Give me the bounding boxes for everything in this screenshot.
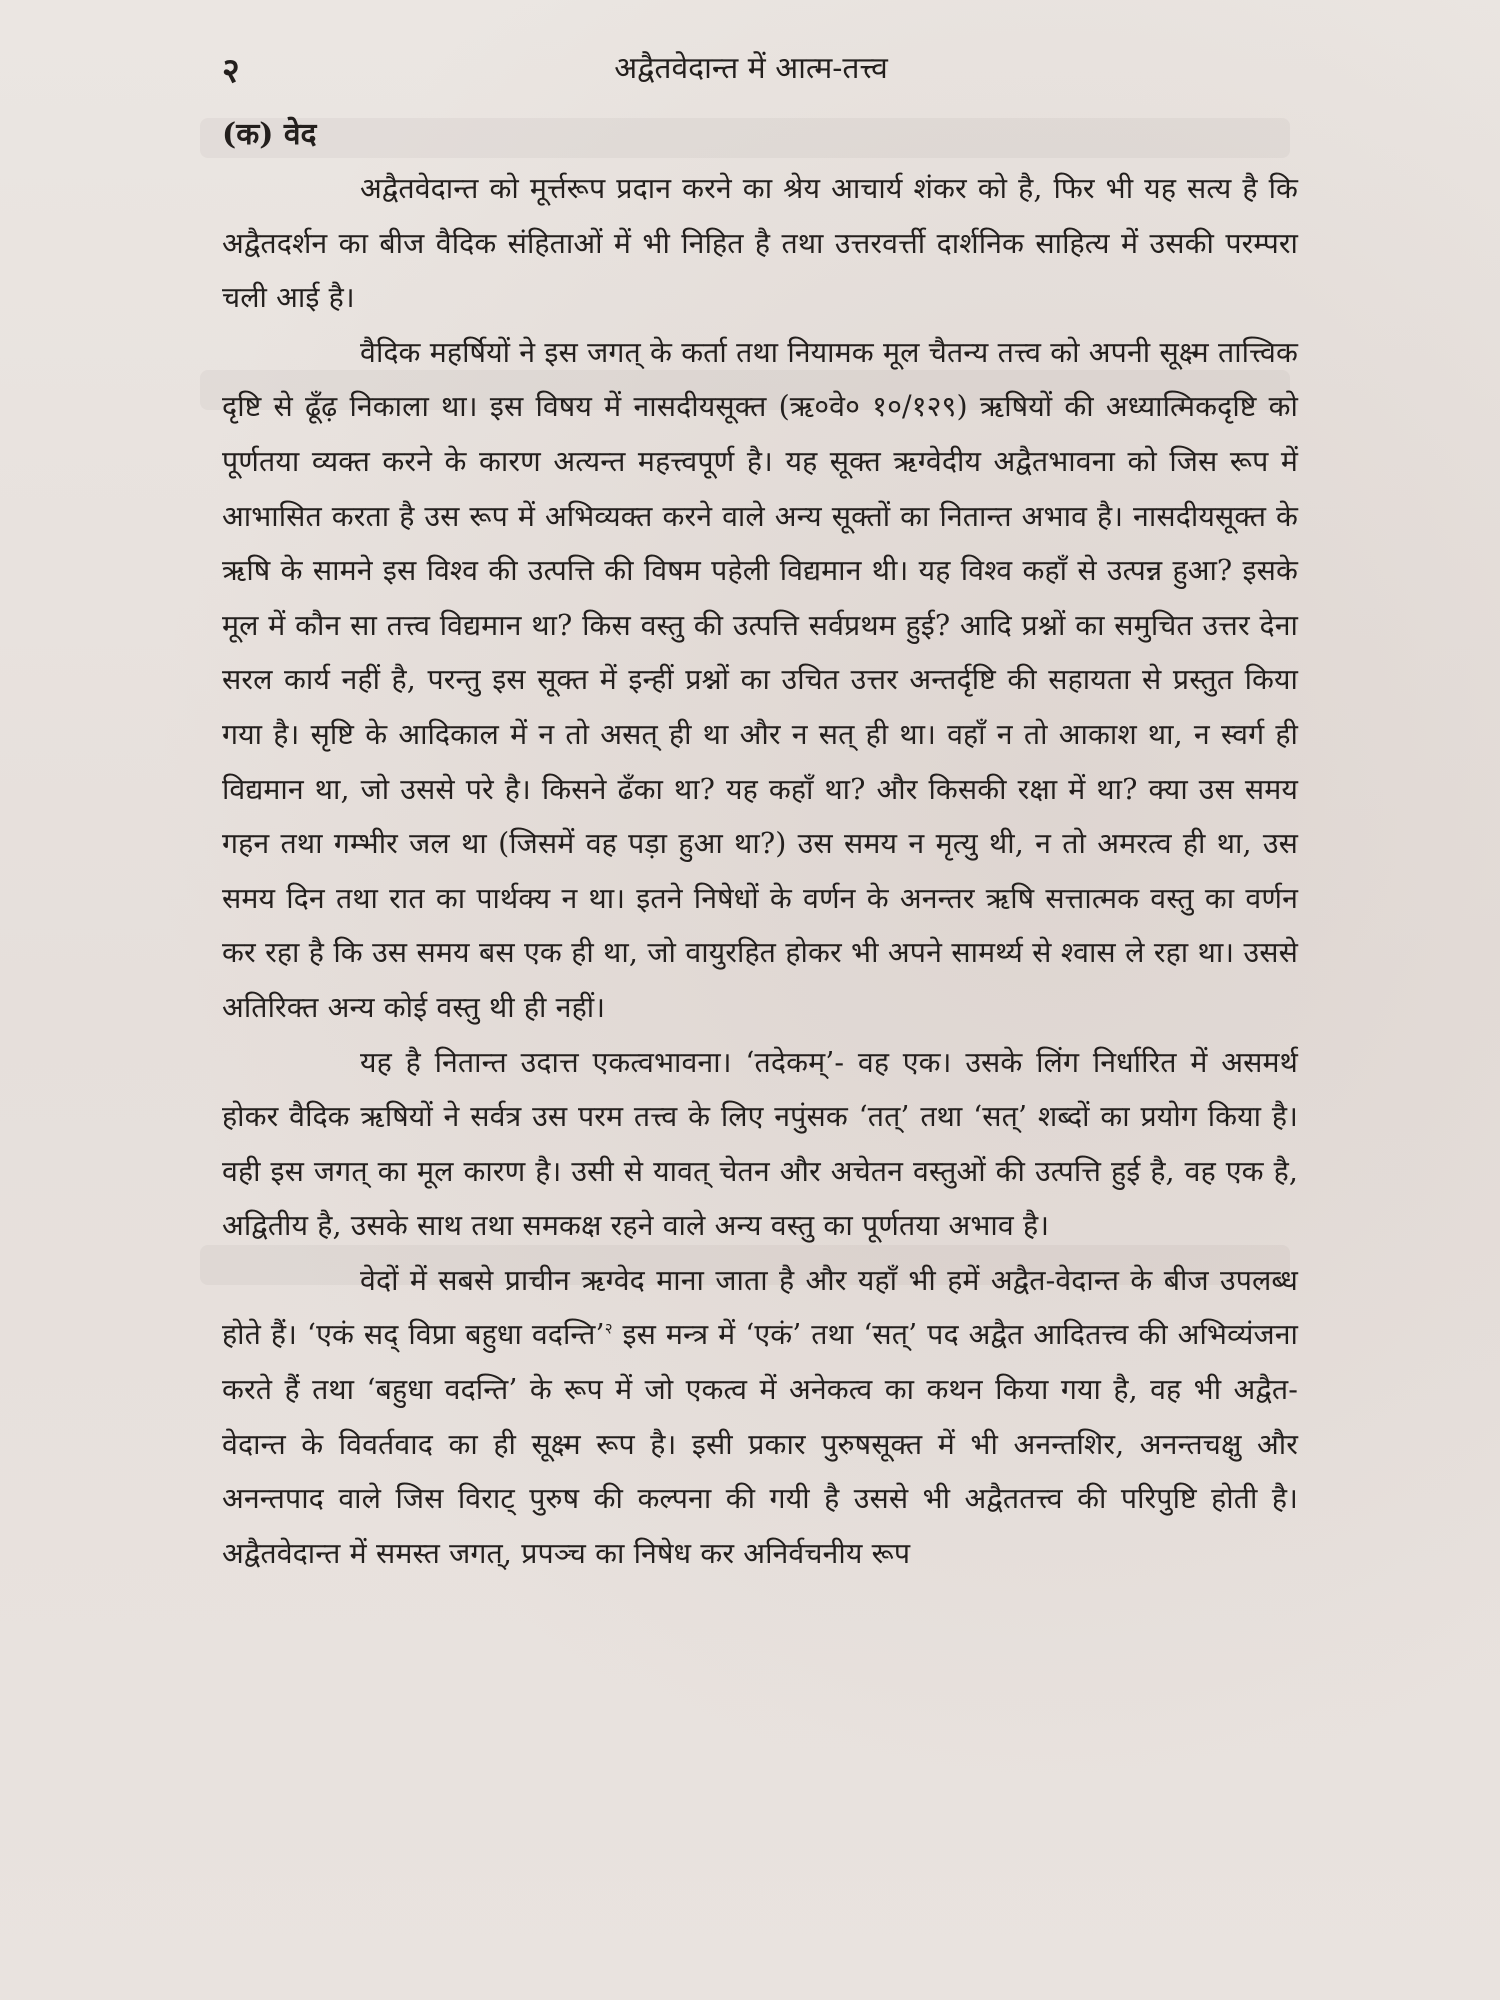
show-through-shadow (200, 118, 1290, 158)
page-number: २ (222, 51, 240, 91)
paragraph-4-text-after-footnote: इस मन्त्र में ‘एकं’ तथा ‘सत्’ पद अद्वैत आदितत्त्व की अभिव्यंजना करते हैं तथा ‘बहुधा वदन्ति’ के रूप में जो एकत्व में अनेकत्व का कथन किया गया है, वह भी अद्वैत-वेदान्त के विवर्तवाद का ही सूक्ष्म रूप है। इसी प्रकार पुरुषसूक्त में भी अनन्तशिर, अनन्तचक्षु और अनन्तपाद वाले जिस विराट् पुरुष की कल्पना की गयी है उससे भी अद्वैततत्त्व की परिपुष्टि होती है। अद्वैतवेदान्त में समस्त जगत्, प्रपञ्च का निषेध कर अनिर्वचनीय रूप (222, 1318, 1298, 1570)
section-heading: (क) वेद (222, 117, 317, 152)
body-text (222, 162, 1298, 1581)
paragraph-3: यह है नितान्त उदात्त एकत्वभावना। ‘तदेकम्’- वह एक। उसके लिंग निर्धारित में असमर्थ होकर वैदिक ऋषियों ने सर्वत्र उस परम तत्त्व के लिए नपुंसक ‘तत्’ तथा ‘सत्’ शब्दों का प्रयोग किया है। वही इस जगत् का मूल कारण है। उसी से यावत् चेतन और अचेतन वस्तुओं की उत्पत्ति हुई है, वह एक है, अद्वितीय है, उसके साथ तथा समकक्ष रहने वाले अन्य वस्तु का पूर्णतया अभाव है। (222, 1045, 1298, 1243)
paragraph-4-text-before-footnote: वेदों में सबसे प्राचीन ऋग्वेद माना जाता है और यहाँ भी हमें अद्वैत-वेदान्त के बीज उपलब्ध होते हैं। ‘एकं सद् विप्रा बहुधा वदन्ति’ (222, 1263, 1298, 1352)
paragraph-2: वैदिक महर्षियों ने इस जगत् के कर्ता तथा नियामक मूल चैतन्य तत्त्व को अपनी सूक्ष्म तात्त्विक दृष्टि से ढूँढ़ निकाला था। इस विषय में नासदीयसूक्त (ऋ०वे० १०/१२९) ऋषियों की अध्यात्मिकदृष्टि को पूर्णतया व्यक्त करने के कारण अत्यन्त महत्त्वपूर्ण है। यह सूक्त ऋग्वेदीय अद्वैतभावना को जिस रूप में आभासित करता है उस रूप में अभिव्यक्त करने वाले अन्य सूक्तों का नितान्त अभाव है। नासदीयसूक्त के ऋषि के सामने इस विश्व की उत्पत्ति की विषम पहेली विद्यमान थी। यह विश्व कहाँ से उत्पन्न हुआ? इसके मूल में कौन सा तत्त्व विद्यमान था? किस वस्तु की उत्पत्ति सर्वप्रथम हुई? आदि प्रश्नों का समुचित उत्तर देना सरल कार्य नहीं है, परन्तु इस सूक्त में इन्हीं प्रश्नों का उचित उत्तर अन्तर्दृष्टि की सहायता से प्रस्तुत किया गया है। सृष्टि के आदिकाल में न तो असत् ही था और न सत् ही था। वहाँ न तो आकाश था, न स्वर्ग ही विद्यमान था, जो उससे परे है। किसने ढँका था? यह कहाँ था? और किसकी रक्षा में था? क्या उस समय गहन तथा गम्भीर जल था (जिसमें वह पड़ा हुआ था?) उस समय न मृत्यु थी, न तो अमरत्व ही था, उस समय दिन तथा रात का पार्थक्य न था। इतने निषेधों के वर्णन के अनन्तर ऋषि सत्तात्मक वस्तु का वर्णन कर रहा है कि उस समय बस एक ही था, जो वायुरहित होकर भी अपने सामर्थ्य से श्वास ले रहा था। उससे अतिरिक्त अन्य कोई वस्तु थी ही नहीं। (222, 335, 1298, 1024)
page-header (206, 36, 1296, 96)
paragraph-1: अद्वैतवेदान्त को मूर्त्तरूप प्रदान करने का श्रेय आचार्य शंकर को है, फिर भी यह सत्य है कि अद्वैतदर्शन का बीज वैदिक संहिताओं में भी निहित है तथा उत्तरवर्त्ती दार्शनिक साहित्य में उसकी परम्परा चली आई है। (222, 172, 1298, 315)
paragraph-4 (222, 1254, 1298, 1582)
footnote-marker: २ (604, 1319, 613, 1338)
running-title: अद्वैतवेदान्त में आत्म-तत्त्व (614, 51, 888, 86)
